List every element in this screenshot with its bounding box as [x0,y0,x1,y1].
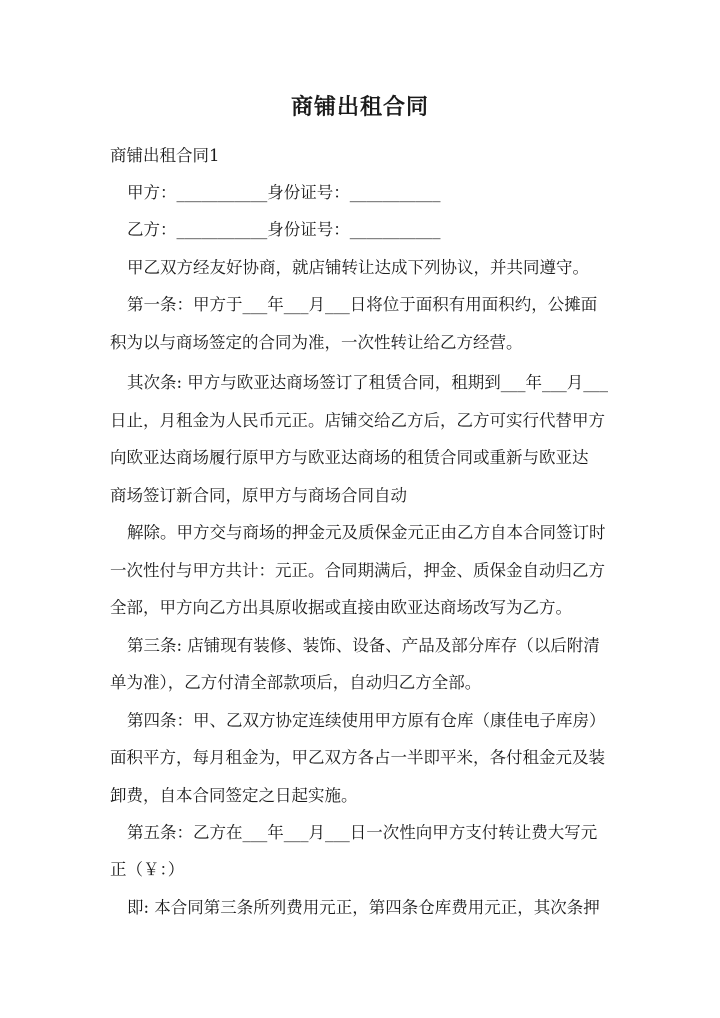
article-5-line-2: 正（￥：） [110,860,185,879]
article-1-line-2: 积为以与商场签定的合同为准，一次性转让给乙方经营。 [110,333,523,352]
article-5-line-1: 第五条：乙方在___年___月___日一次性向甲方支付转让费大写元 [127,823,598,842]
article-4-line-3: 卸费，自本合同签定之日起实施。 [110,786,358,805]
article-2-line-4: 商场签订新合同，原甲方与商场合同自动 [110,486,407,505]
article-2-line-5: 解除。甲方交与商场的押金元及质保金元正由乙方自本合同签订时 [127,523,606,542]
article-4-line-2: 面积平方，每月租金为，甲乙双方各占一半即平米，各付租金元及装 [110,748,605,767]
subtitle-line: 商铺出租合同1 [110,146,220,165]
preamble-line: 甲乙双方经友好协商，就店铺转让达成下列协议，并共同遵守。 [127,258,589,277]
party-b-line: 乙方：___________身份证号：___________ [127,220,441,239]
article-6-line-1: 即: 本合同第三条所列费用元正，第四条仓库费用元正，其次条押 [127,898,600,917]
document-title: 商铺出租合同 [290,94,429,120]
article-2-line-6: 一次性付与甲方共计：元正。合同期满后，押金、质保金自动归乙方 [110,561,605,580]
party-a-line: 甲方：___________身份证号：___________ [127,183,441,202]
article-2-line-2: 日止，月租金为人民币元正。店铺交给乙方后，乙方可实行代替甲方 [110,411,605,430]
article-2-line-1: 其次条: 甲方与欧亚达商场签订了租赁合同，租期到___年___月___ [127,373,609,392]
article-1-line-1: 第一条：甲方于___年___月___日将位于面积有用面积约，公摊面 [127,295,598,314]
article-4-line-1: 第四条：甲、乙双方协定连续使用甲方原有仓库（康佳电子库房） [127,711,606,730]
article-3-line-2: 单为准），乙方付清全部款项后，自动归乙方全部。 [110,673,482,692]
article-2-line-7: 全部，甲方向乙方出具原收据或直接由欧亚达商场改写为乙方。 [110,598,572,617]
article-3-line-1: 第三条: 店铺现有装修、装饰、设备、产品及部分库存（以后附清 [127,636,600,655]
article-2-line-3: 向欧亚达商场履行原甲方与欧亚达商场的租赁合同或重新与欧亚达 [110,448,589,467]
